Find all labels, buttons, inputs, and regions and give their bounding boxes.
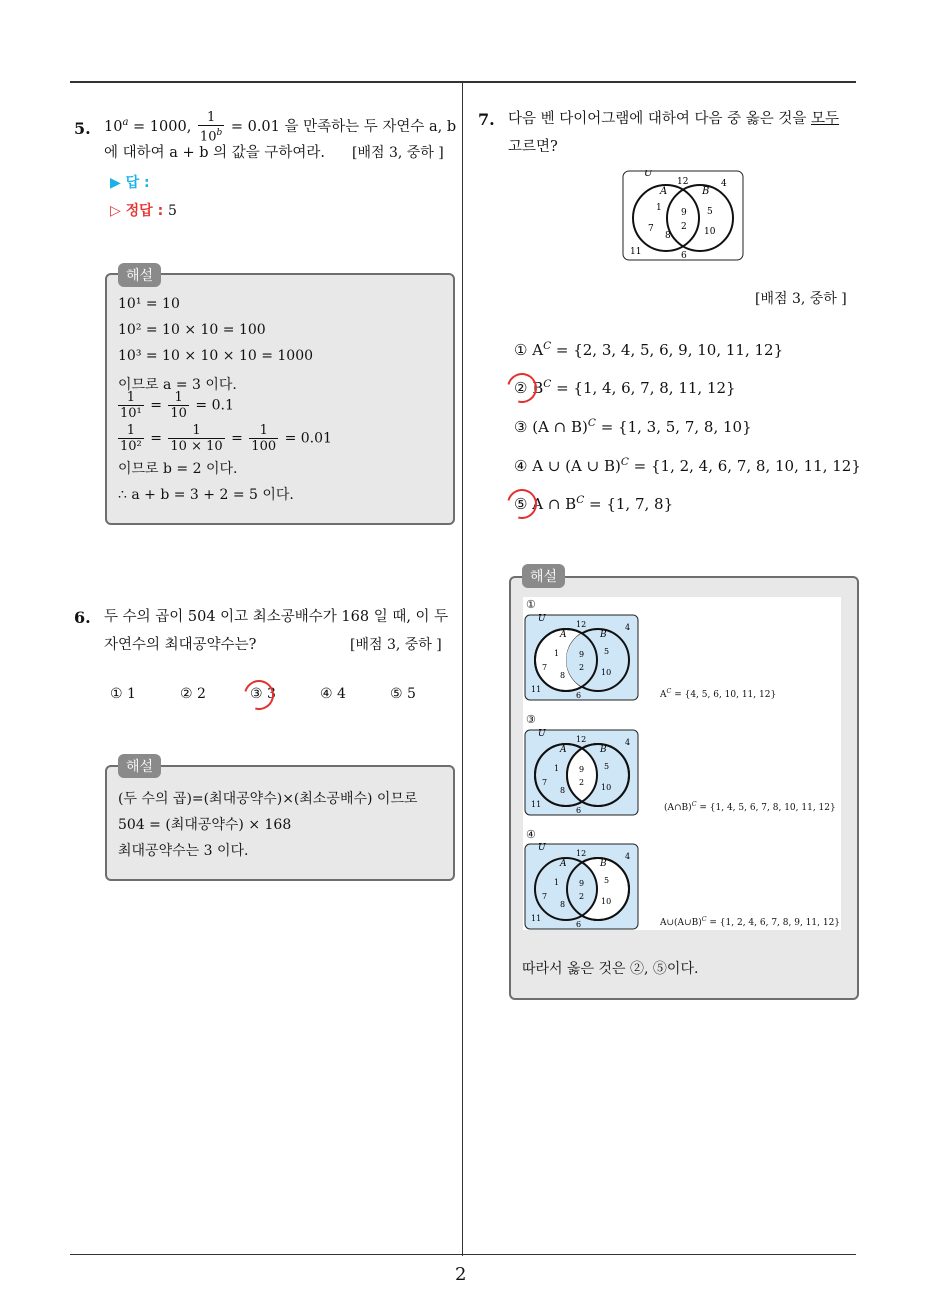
q5-fraction: $\frac{1}{10^b}$ [199,109,223,144]
q6-line2: 자연수의 최대공약수는? [104,637,257,653]
svg-text:A: A [560,630,567,640]
svg-text:B: B [600,859,607,869]
svg-text:4: 4 [721,179,727,189]
svg-text:9: 9 [579,765,585,774]
q6-sol-l1: (두 수의 곱)=(최대공약수)×(최소공배수) 이므로 [118,791,418,807]
svg-text:8: 8 [665,231,671,241]
q6-answer-mark-icon [239,675,280,716]
svg-text:9: 9 [579,650,585,659]
q7-sol-venn-3 [524,729,640,817]
q5-sol-l2: 10² = 10 × 10 = 100 [118,322,266,338]
svg-text:2: 2 [579,892,585,901]
q5-solution-tag: 해설 [118,263,161,287]
svg-text:11: 11 [531,914,542,923]
q7-sol-caption-3: (A∩B)$^C$ = {1, 4, 5, 6, 7, 8, 10, 11, 12} [664,801,836,813]
q7-venn-u: U [644,170,653,179]
svg-text:11: 11 [630,247,642,257]
svg-text:U: U [538,614,546,624]
svg-text:5: 5 [604,876,610,885]
svg-text:U: U [538,729,546,739]
svg-text:8: 8 [560,786,566,795]
q6-meta: [배점 3, 중하 ] [350,637,442,653]
q6-choice-1[interactable]: ① 1 [110,686,136,702]
svg-text:8: 8 [560,671,566,680]
q7-sol-venn-4 [524,843,640,931]
q7-line1: 다음 벤 다이어그램에 대하여 다음 중 옳은 것을 모두 [508,111,840,127]
q5-number: 5. [74,119,91,138]
svg-text:U: U [538,843,546,853]
svg-text:10: 10 [704,227,716,237]
svg-text:2: 2 [579,778,585,787]
svg-text:6: 6 [681,251,687,261]
q7-venn-b: B [702,186,710,197]
svg-text:5: 5 [707,207,713,217]
q7-line2: 고르면? [508,139,558,155]
svg-text:7: 7 [648,224,654,234]
q7-option-1[interactable]: ① $A^C = \{2$, 3, 4, 5, 6, 9, 10, 11, 12} [514,340,784,359]
q5-answer-label: ▶ 답 : [110,175,150,191]
q7-number: 7. [478,110,495,129]
svg-text:4: 4 [625,623,631,632]
svg-text:1: 1 [554,649,560,658]
svg-text:2: 2 [681,222,687,232]
q7-option-4[interactable]: ④ A ∪ (A ∪ B)$^C$ = {1, 2, 4, 6, 7, 8, 10, 11, 12} [514,456,861,475]
svg-text:9: 9 [579,879,585,888]
q7-sol-num-4: ④ [526,828,536,841]
q7-sol-num-1: ① [526,598,536,611]
svg-text:1: 1 [554,764,560,773]
q7-conclusion: 따라서 옳은 것은 ②, ⑤이다. [522,961,699,977]
q7-answer-mark-5-icon [502,484,543,525]
q5-sol-l3: 10³ = 10 × 10 × 10 = 1000 [118,348,314,364]
svg-text:6: 6 [576,691,582,700]
q6-sol-l3: 최대공약수는 3 이다. [118,843,249,859]
q7-meta: [배점 3, 중하 ] [755,291,847,307]
svg-text:12: 12 [677,177,689,187]
q6-solution-tag: 해설 [118,754,161,778]
svg-text:9: 9 [681,208,687,218]
q5-sol-l1: 10¹ = 10 [118,296,180,312]
q7-venn-a: A [660,186,668,197]
svg-text:10: 10 [601,783,612,792]
svg-text:10: 10 [601,897,612,906]
q5-sol-l7: 이므로 b = 2 이다. [118,461,238,477]
svg-text:11: 11 [531,800,542,809]
q6-line1: 두 수의 곱이 504 이고 최소공배수가 168 일 때, 이 두 [104,609,449,625]
svg-text:8: 8 [560,900,566,909]
svg-text:7: 7 [542,778,548,787]
q6-choice-4[interactable]: ④ 4 [320,686,346,702]
q7-answer-mark-2-icon [502,368,543,409]
svg-text:10: 10 [601,668,612,677]
q5-sol-frac2: $\frac{1}{\text{10²}}$ = $\frac{1}{10 \times 10}$ = $\frac{1}{100}$ = 0.01 [120,423,332,454]
column-divider [462,83,463,1256]
svg-text:A: A [560,745,567,755]
q5-sol-frac1: $\frac{1}{\text{10¹}}$ = $\frac{1}{10}$ = 0.1 [120,390,234,421]
q7-sol-caption-1: $A^C = \{4$, 5, 6, 10, 11, 12} [660,688,777,700]
q5-sol-l4: 이므로 a = 3 이다. [118,377,237,393]
q7-sol-caption-4: A∪(A∪B)$^C$ = {1, 2, 4, 6, 7, 8, 9, 11, 12} [660,916,841,928]
q7-option-3[interactable]: ③ (A ∩ B)$^C$ = {1, 3, 5, 7, 8, 10} [514,417,752,436]
svg-text:6: 6 [576,920,582,929]
q6-choice-5[interactable]: ⑤ 5 [390,686,416,702]
svg-text:B: B [600,745,607,755]
svg-text:7: 7 [542,892,548,901]
svg-text:7: 7 [542,663,548,672]
svg-text:4: 4 [625,738,631,747]
svg-text:1: 1 [554,878,560,887]
q5-sol-l8: ∴ a + b = 3 + 2 = 5 이다. [118,487,294,503]
svg-text:1: 1 [656,203,662,213]
q7-sol-venn-1 [524,614,640,702]
q6-number: 6. [74,608,91,627]
svg-text:12: 12 [576,620,587,629]
q6-choice-3[interactable]: ③ 3 [250,686,276,702]
q6-choice-2[interactable]: ② 2 [180,686,206,702]
q7-option-2[interactable]: ② $B^C = \{1$, 4, 6, 7, 8, 11, 12} [514,378,736,397]
svg-text:2: 2 [579,663,585,672]
q5-line2: 에 대하여 a + b 의 값을 구하여라. [104,145,326,161]
q5-line1: $10^a = 1000$, $\frac{1}{10^b}$ = 0.01 을 만족하는 두 자연수 a, b [104,109,457,144]
q7-option-5[interactable]: ⑤ A ∩ $B^C = \{1$, 7, 8} [514,494,674,513]
bottom-rule [70,1254,856,1255]
q7-sol-num-3: ③ [526,713,536,726]
q5-correct-answer: ▷ 정답 : 5 [110,203,177,219]
svg-text:A: A [560,859,567,869]
svg-text:12: 12 [576,849,587,858]
svg-text:6: 6 [576,806,582,815]
q6-sol-l2: 504 = (최대공약수) × 168 [118,817,292,833]
page-number: 2 [455,1264,467,1285]
svg-text:5: 5 [604,647,610,656]
top-rule [70,81,856,83]
svg-text:B: B [600,630,607,640]
svg-text:11: 11 [531,685,542,694]
svg-text:5: 5 [604,762,610,771]
q7-venn-diagram [622,170,744,262]
svg-text:12: 12 [576,735,587,744]
svg-text:4: 4 [625,852,631,861]
q7-solution-tag: 해설 [522,564,565,588]
q5-meta: [배점 3, 중하 ] [352,145,444,161]
